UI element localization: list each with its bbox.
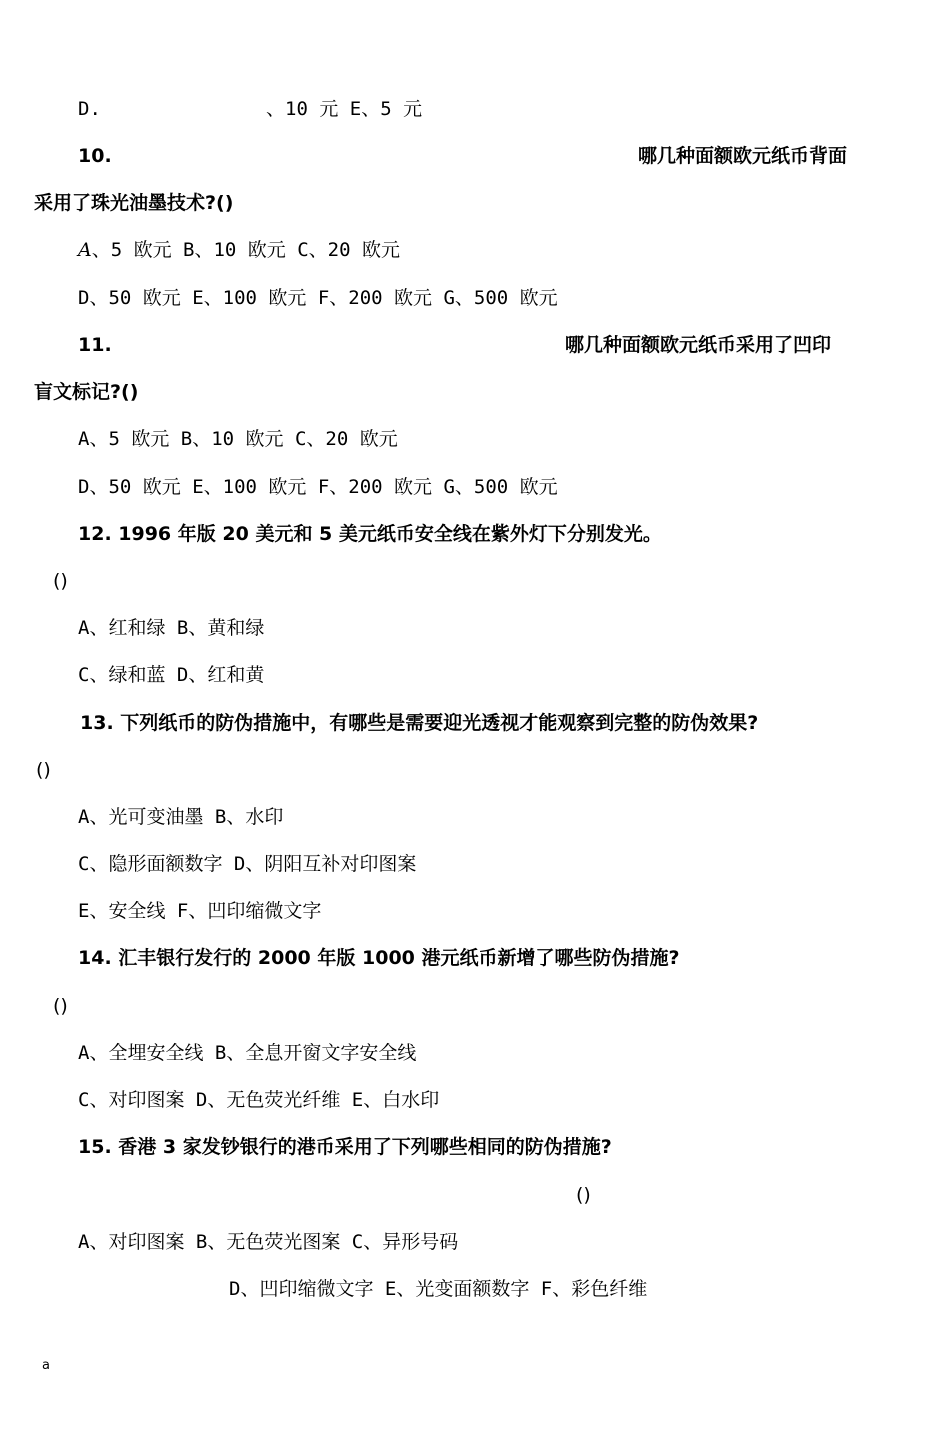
q12-question: 12. 1996 年版 20 美元和 5 美元纸币安全线在紫外灯下分别发光。 <box>78 523 662 545</box>
q13-answer-blank: () <box>36 759 51 781</box>
q14-options-2: C、对印图案 D、无色荧光纤维 E、白水印 <box>78 1089 440 1111</box>
q13-options-1: A、光可变油墨 B、水印 <box>78 806 284 828</box>
q11-options-1: A、5 欧元 B、10 欧元 C、20 欧元 <box>78 428 398 450</box>
q12-options-2: C、绿和蓝 D、红和黄 <box>78 664 265 686</box>
q13-options-3: E、安全线 F、凹印缩微文字 <box>78 900 322 922</box>
q10-options-2: D、50 欧元 E、100 欧元 F、200 欧元 G、500 欧元 <box>78 287 558 309</box>
q11-number: 11. <box>78 334 112 356</box>
q10-option-a-rest: 、5 欧元 B、10 欧元 C、20 欧元 <box>91 239 401 261</box>
q15-options-2: D、凹印缩微文字 E、光变面额数字 F、彩色纤维 <box>229 1278 648 1300</box>
q10-text-line1: 哪几种面额欧元纸币背面 <box>638 145 848 167</box>
footer-mark: a <box>42 1358 50 1373</box>
q11-text-line2: 盲文标记?() <box>34 381 139 403</box>
q15-question: 15. 香港 3 家发钞银行的港币采用了下列哪些相同的防伪措施? <box>78 1136 612 1158</box>
q11-options-2: D、50 欧元 E、100 欧元 F、200 欧元 G、500 欧元 <box>78 476 558 498</box>
q12-options-1: A、红和绿 B、黄和绿 <box>78 617 265 639</box>
q14-answer-blank: () <box>53 995 68 1017</box>
q10-option-a-letter: A <box>78 239 92 261</box>
q14-options-1: A、全埋安全线 B、全息开窗文字安全线 <box>78 1042 417 1064</box>
q10-options-1 <box>78 238 400 262</box>
q14-question: 14. 汇丰银行发行的 2000 年版 1000 港元纸币新增了哪些防伪措施? <box>78 947 680 969</box>
q13-options-2: C、隐形面额数字 D、阴阳互补对印图案 <box>78 853 417 875</box>
q9-option-d-rest: 、10 元 E、5 元 <box>266 98 423 120</box>
q11-text-line1: 哪几种面额欧元纸币采用了凹印 <box>565 334 832 356</box>
q15-options-1: A、对印图案 B、无色荧光图案 C、异形号码 <box>78 1231 459 1253</box>
q12-answer-blank: () <box>53 570 68 592</box>
q13-question: 13. 下列纸币的防伪措施中，有哪些是需要迎光透视才能观察到完整的防伪效果? <box>80 712 759 734</box>
q15-answer-blank: () <box>576 1184 591 1206</box>
q9-option-d: D. <box>78 98 101 120</box>
q10-number: 10. <box>78 145 112 167</box>
q10-text-line2: 采用了珠光油墨技术?() <box>34 192 234 214</box>
